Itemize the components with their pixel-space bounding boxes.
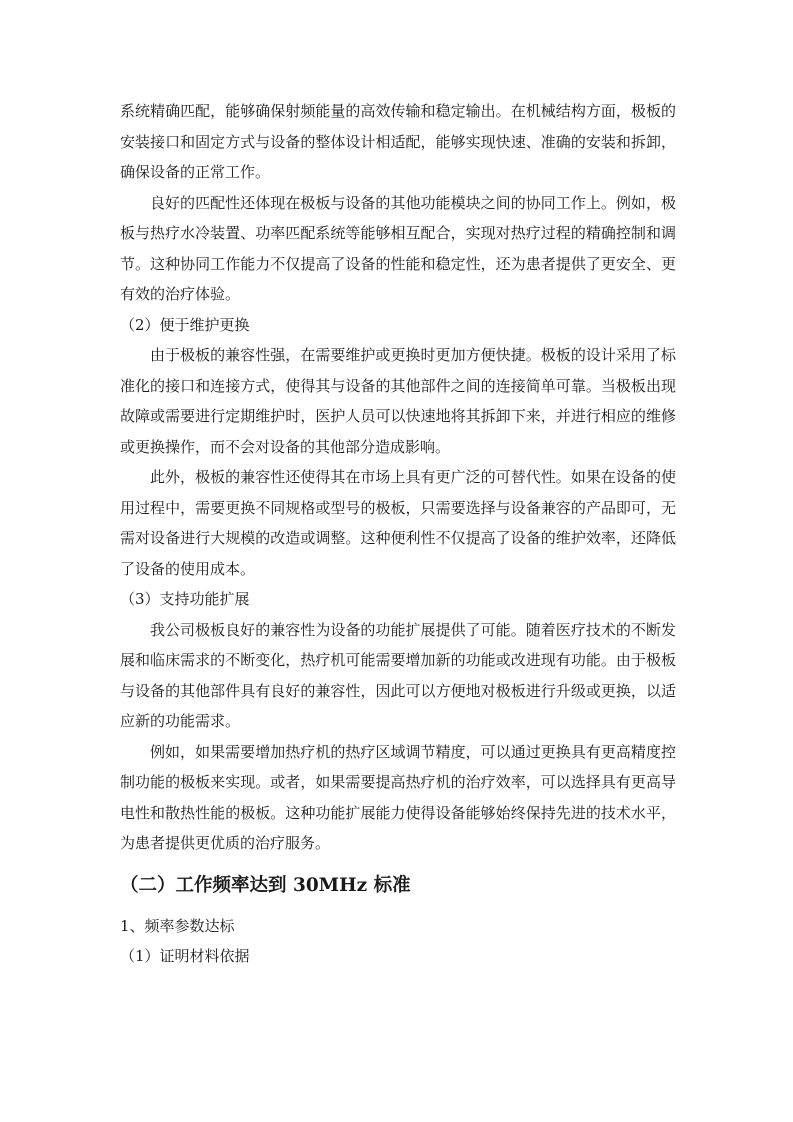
subheading-frequency-params: 1、频率参数达标 — [120, 916, 235, 935]
paragraph-module-coordination: 良好的匹配性还体现在极板与设备的其他功能模块之间的协同工作上。例如，极板与热疗水冷装置、功率匹配系统等能够相互配合，实现对热疗过程的精确控制和调节。这种协同工作能力不仅提高了设备的性能和稳定性，还为患者提供了更安全、更有效的治疗体验。 — [120, 193, 676, 303]
document-body — [120, 96, 676, 972]
paragraph-extension-examples: 例如，如果需要增加热疗机的热疗区域调节精度，可以通过更换具有更高精度控制功能的极板来实现。或者，如果需要提高热疗机的治疗效率，可以选择具有更高导电性和散热性能的极板。这种功能扩展能力使得设备能够始终保持先进的技术水平，为患者提供更优质的治疗服务。 — [120, 742, 676, 852]
section-heading-frequency: （二）工作频率达到 30MHz 标准 — [120, 874, 411, 896]
subheading-evidence-basis: （1）证明材料依据 — [120, 947, 250, 965]
paragraph-matching-precision: 系统精确匹配，能够确保射频能量的高效传输和稳定输出。在机械结构方面，极板的安装接口和固定方式与设备的整体设计相适配，能够实现快速、准确的安装和拆卸，确保设备的正常工作。 — [120, 102, 676, 181]
subheading-easy-maintenance: （2）便于维护更换 — [120, 315, 250, 334]
paragraph-extension-possibility: 我公司极板良好的兼容性为设备的功能扩展提供了可能。随着医疗技术的不断发展和临床需求的不断变化，热疗机可能需要增加新的功能或改进现有功能。由于极板与设备的其他部件具有良好的兼容性，因此可以方便地对极板进行升级或更换，以适应新的功能需求。 — [120, 620, 676, 730]
subheading-function-extension: （3）支持功能扩展 — [120, 590, 250, 608]
paragraph-replaceability: 此外，极板的兼容性还使得其在市场上具有更广泛的可替代性。如果在设备的使用过程中，需要更换不同规格或型号的极板，只需要选择与设备兼容的产品即可，无需对设备进行大规模的改造或调整。这种便利性不仅提高了设备的维护效率，还降低了设备的使用成本。 — [120, 468, 676, 578]
paragraph-maintenance-convenience: 由于极板的兼容性强，在需要维护或更换时更加方便快捷。极板的设计采用了标准化的接口和连接方式，使得其与设备的其他部件之间的连接简单可靠。当极板出现故障或需要进行定期维护时，医护人员可以快速地将其拆卸下来，并进行相应的维修或更换操作，而不会对设备的其他部分造成影响。 — [120, 346, 676, 456]
